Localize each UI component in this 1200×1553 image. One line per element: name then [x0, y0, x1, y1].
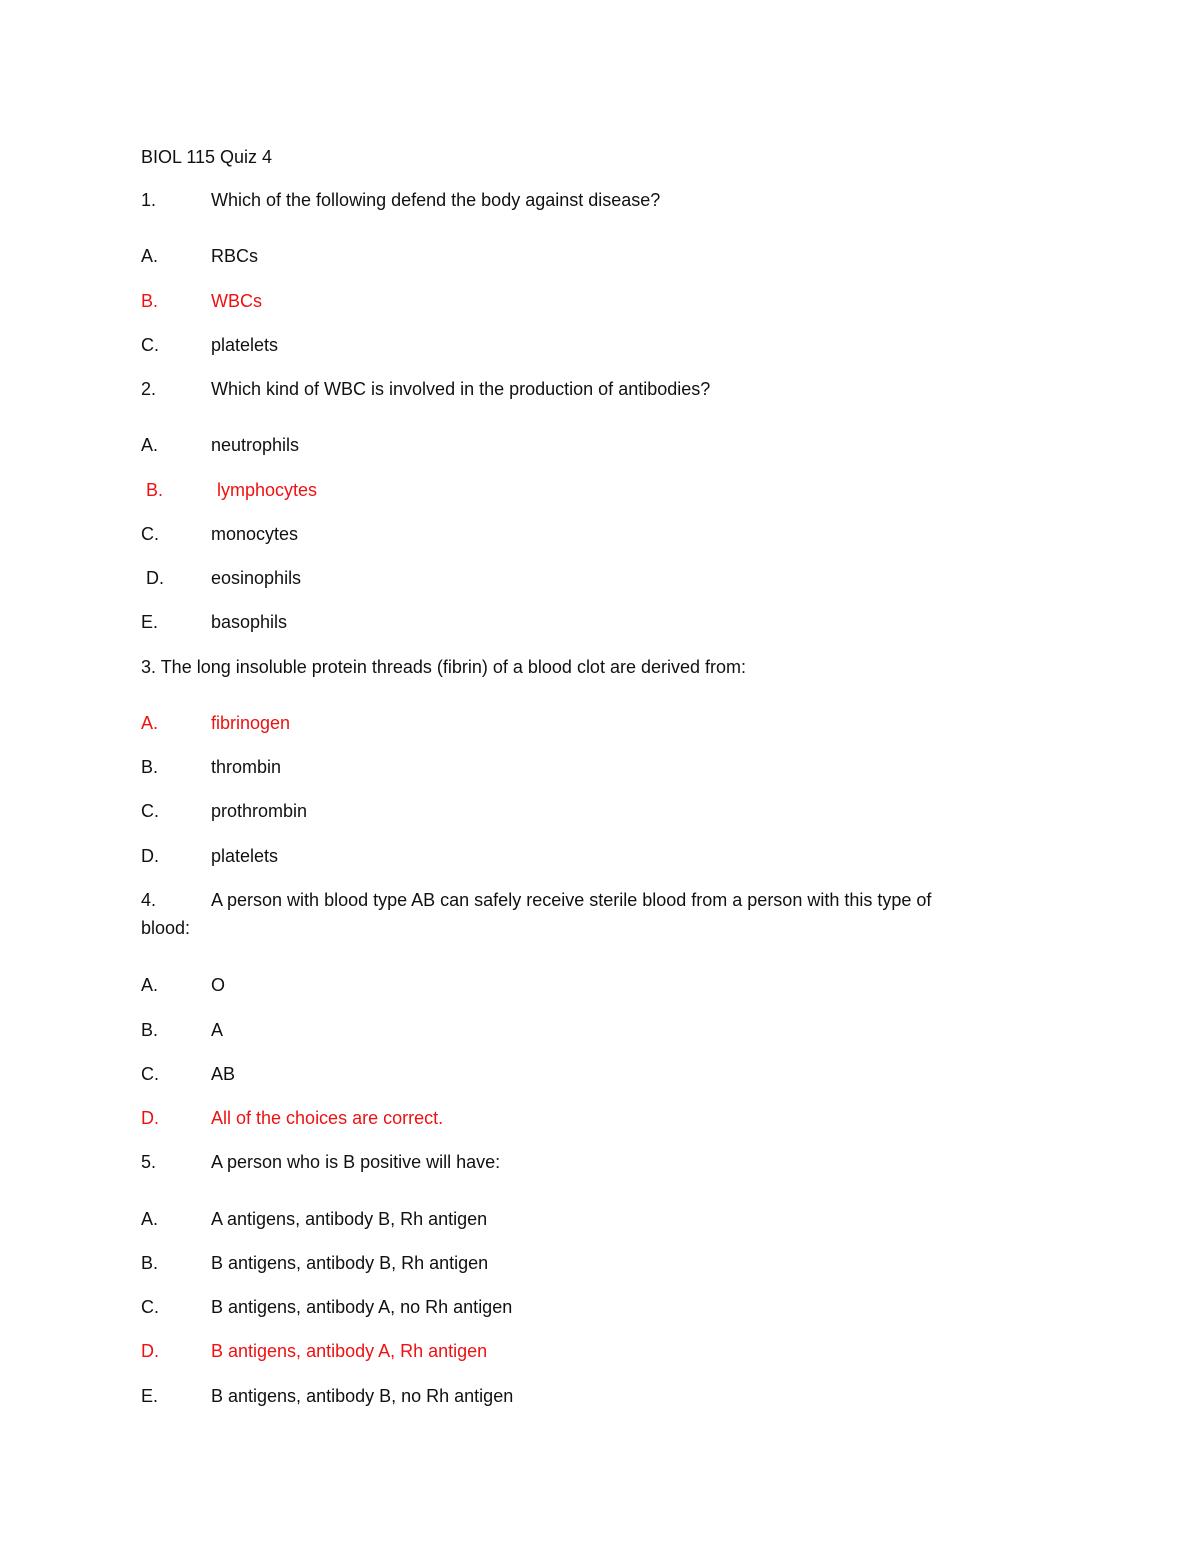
option-letter: D. [141, 1108, 159, 1128]
option-letter: A. [141, 713, 159, 733]
question-text: Which kind of WBC is involved in the production of antibodies? [211, 379, 711, 399]
question-text: A person with blood type AB can safely receive sterile blood from a person with this type of [211, 890, 932, 910]
option-letter: B. [141, 1020, 159, 1040]
option-letter: B. [141, 757, 159, 777]
question-4-continued: blood: [141, 918, 191, 938]
option-letter: A. [141, 246, 159, 266]
option-letter: A. [141, 1209, 159, 1229]
option-text: B antigens, antibody A, Rh antigen [211, 1341, 488, 1361]
question-number: 1. [141, 190, 157, 210]
option-text: AB [211, 1064, 236, 1084]
option-letter: C. [141, 524, 159, 544]
option-text: A [211, 1020, 224, 1040]
option-text: A antigens, antibody B, Rh antigen [211, 1209, 488, 1229]
question-number: 5. [141, 1152, 157, 1172]
option-letter: A. [141, 975, 159, 995]
option-letter: C. [141, 1064, 159, 1084]
option-text: fibrinogen [211, 713, 291, 733]
option-text: All of the choices are correct. [211, 1108, 444, 1128]
option-letter: D. [141, 846, 159, 866]
option-text: neutrophils [211, 435, 300, 455]
option-letter: D. [141, 1341, 159, 1361]
question-text: Which of the following defend the body against disease? [211, 190, 661, 210]
option-letter: C. [141, 801, 159, 821]
option-text: B antigens, antibody B, Rh antigen [211, 1253, 489, 1273]
question-number: 4. [141, 890, 157, 910]
option-text: B antigens, antibody A, no Rh antigen [211, 1297, 513, 1317]
option-letter: D. [146, 568, 164, 588]
option-text: platelets [211, 846, 279, 866]
option-letter: B. [146, 480, 164, 500]
option-letter: A. [141, 435, 159, 455]
option-text: B antigens, antibody B, no Rh antigen [211, 1386, 514, 1406]
option-text: basophils [211, 612, 288, 632]
option-text: O [211, 975, 226, 995]
option-letter: E. [141, 1386, 159, 1406]
option-text: thrombin [211, 757, 282, 777]
option-text: prothrombin [211, 801, 308, 821]
option-text: platelets [211, 335, 279, 355]
option-letter: C. [141, 335, 159, 355]
page-title: BIOL 115 Quiz 4 [141, 147, 273, 167]
option-letter: C. [141, 1297, 159, 1317]
option-letter: E. [141, 612, 159, 632]
option-text: eosinophils [211, 568, 302, 588]
option-text: lymphocytes [217, 480, 318, 500]
question-3: 3. The long insoluble protein threads (fibrin) of a blood clot are derived from: [141, 657, 747, 677]
question-text: A person who is B positive will have: [211, 1152, 501, 1172]
option-letter: B. [141, 291, 159, 311]
option-letter: B. [141, 1253, 159, 1273]
question-number: 2. [141, 379, 157, 399]
option-text: monocytes [211, 524, 299, 544]
option-text: WBCs [211, 291, 262, 311]
option-text: RBCs [211, 246, 259, 266]
